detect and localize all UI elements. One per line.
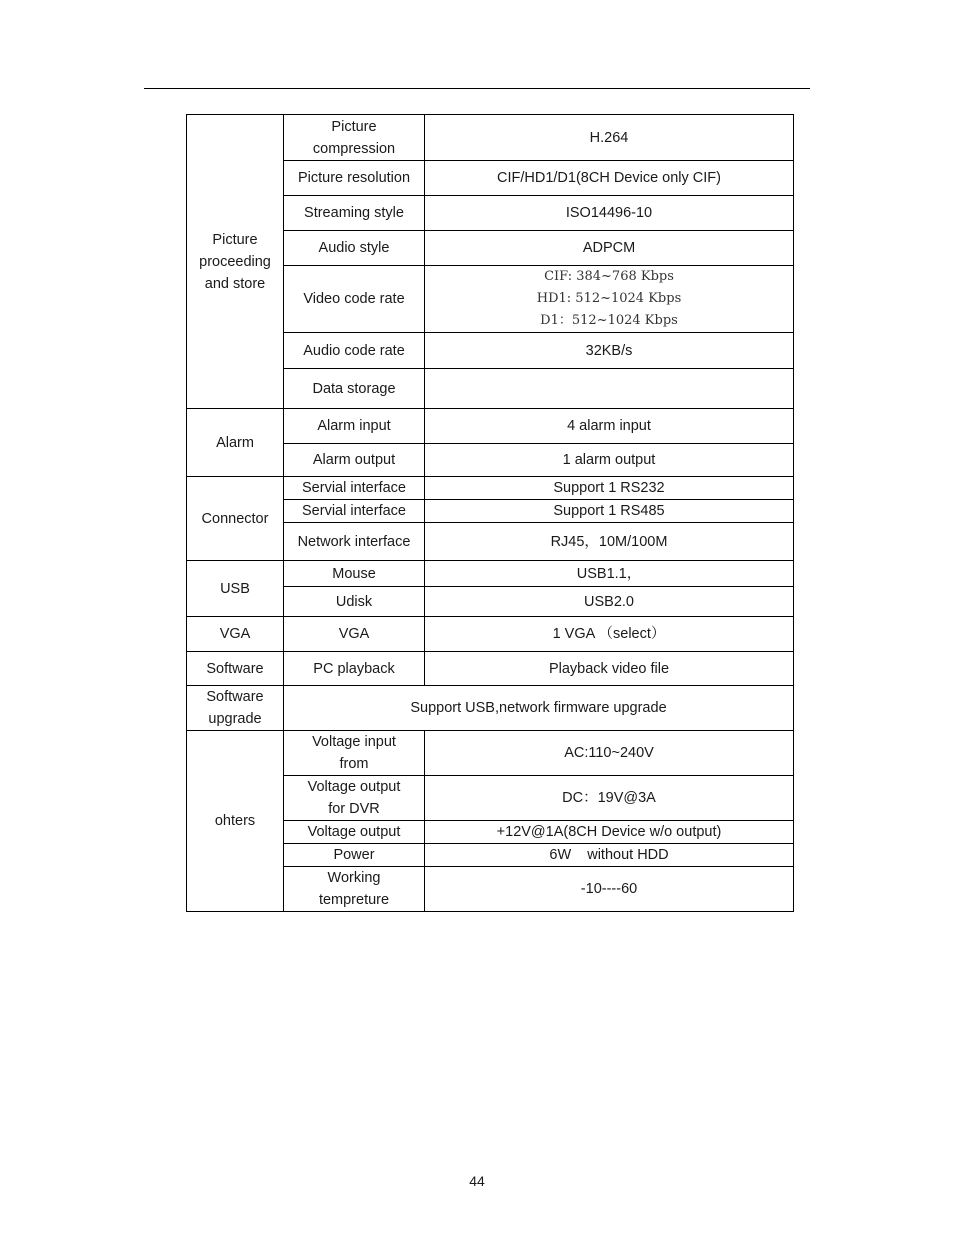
table-row <box>187 617 794 652</box>
group-picture: Picture proceeding and store <box>187 115 284 409</box>
group-others: ohters <box>187 731 284 912</box>
group-software: Software <box>187 652 284 686</box>
row-value: DC：19V@3A <box>425 776 794 821</box>
row-label: Picture resolution <box>284 161 425 196</box>
row-value: H.264 <box>425 115 794 161</box>
table-row <box>187 652 794 686</box>
row-label: PC playback <box>284 652 425 686</box>
row-label: Voltage input from <box>284 731 425 776</box>
row-value: ISO14496-10 <box>425 196 794 231</box>
row-value: 6W without HDD <box>425 844 794 867</box>
group-software-upgrade: Software upgrade <box>187 686 284 731</box>
row-value: ADPCM <box>425 231 794 266</box>
row-value: RJ45，10M/100M <box>425 523 794 561</box>
table-row <box>187 409 794 444</box>
row-label: Network interface <box>284 523 425 561</box>
row-value: 1 VGA （select） <box>425 617 794 652</box>
group-vga: VGA <box>187 617 284 652</box>
row-label: Working tempreture <box>284 867 425 912</box>
row-value: Support USB,network firmware upgrade <box>284 686 794 731</box>
table-row <box>187 115 794 161</box>
row-value: 32KB/s <box>425 333 794 369</box>
row-label: Power <box>284 844 425 867</box>
table-row <box>187 686 794 731</box>
row-label: Data storage <box>284 369 425 409</box>
row-label: Alarm output <box>284 444 425 477</box>
table-row <box>187 731 794 776</box>
row-value: -10----60 <box>425 867 794 912</box>
row-label: Udisk <box>284 587 425 617</box>
spec-table <box>186 114 794 912</box>
row-value: CIF: 384~768 Kbps HD1: 512~1024 Kbps D1：512~1024 Kbps <box>425 266 794 333</box>
row-value: CIF/HD1/D1(8CH Device only CIF) <box>425 161 794 196</box>
row-label: Alarm input <box>284 409 425 444</box>
group-connector: Connector <box>187 477 284 561</box>
row-label: Voltage output for DVR <box>284 776 425 821</box>
row-label: Audio style <box>284 231 425 266</box>
group-usb: USB <box>187 561 284 617</box>
table-row <box>187 561 794 587</box>
row-label: Voltage output <box>284 821 425 844</box>
row-label: Mouse <box>284 561 425 587</box>
group-alarm: Alarm <box>187 409 284 477</box>
row-label: Servial interface <box>284 500 425 523</box>
row-label: Streaming style <box>284 196 425 231</box>
row-value: Support 1 RS232 <box>425 477 794 500</box>
row-label: Servial interface <box>284 477 425 500</box>
row-value <box>425 369 794 409</box>
row-label: Audio code rate <box>284 333 425 369</box>
row-value: +12V@1A(8CH Device w/o output) <box>425 821 794 844</box>
row-value: 4 alarm input <box>425 409 794 444</box>
row-value: AC:110~240V <box>425 731 794 776</box>
header-rule <box>144 88 810 89</box>
row-label: Picture compression <box>284 115 425 161</box>
row-value: Support 1 RS485 <box>425 500 794 523</box>
page-number: 44 <box>469 1173 485 1189</box>
row-value: USB1.1， <box>425 561 794 587</box>
row-label: VGA <box>284 617 425 652</box>
row-value: Playback video file <box>425 652 794 686</box>
row-label: Video code rate <box>284 266 425 333</box>
row-value: 1 alarm output <box>425 444 794 477</box>
table-row <box>187 477 794 500</box>
row-value: USB2.0 <box>425 587 794 617</box>
